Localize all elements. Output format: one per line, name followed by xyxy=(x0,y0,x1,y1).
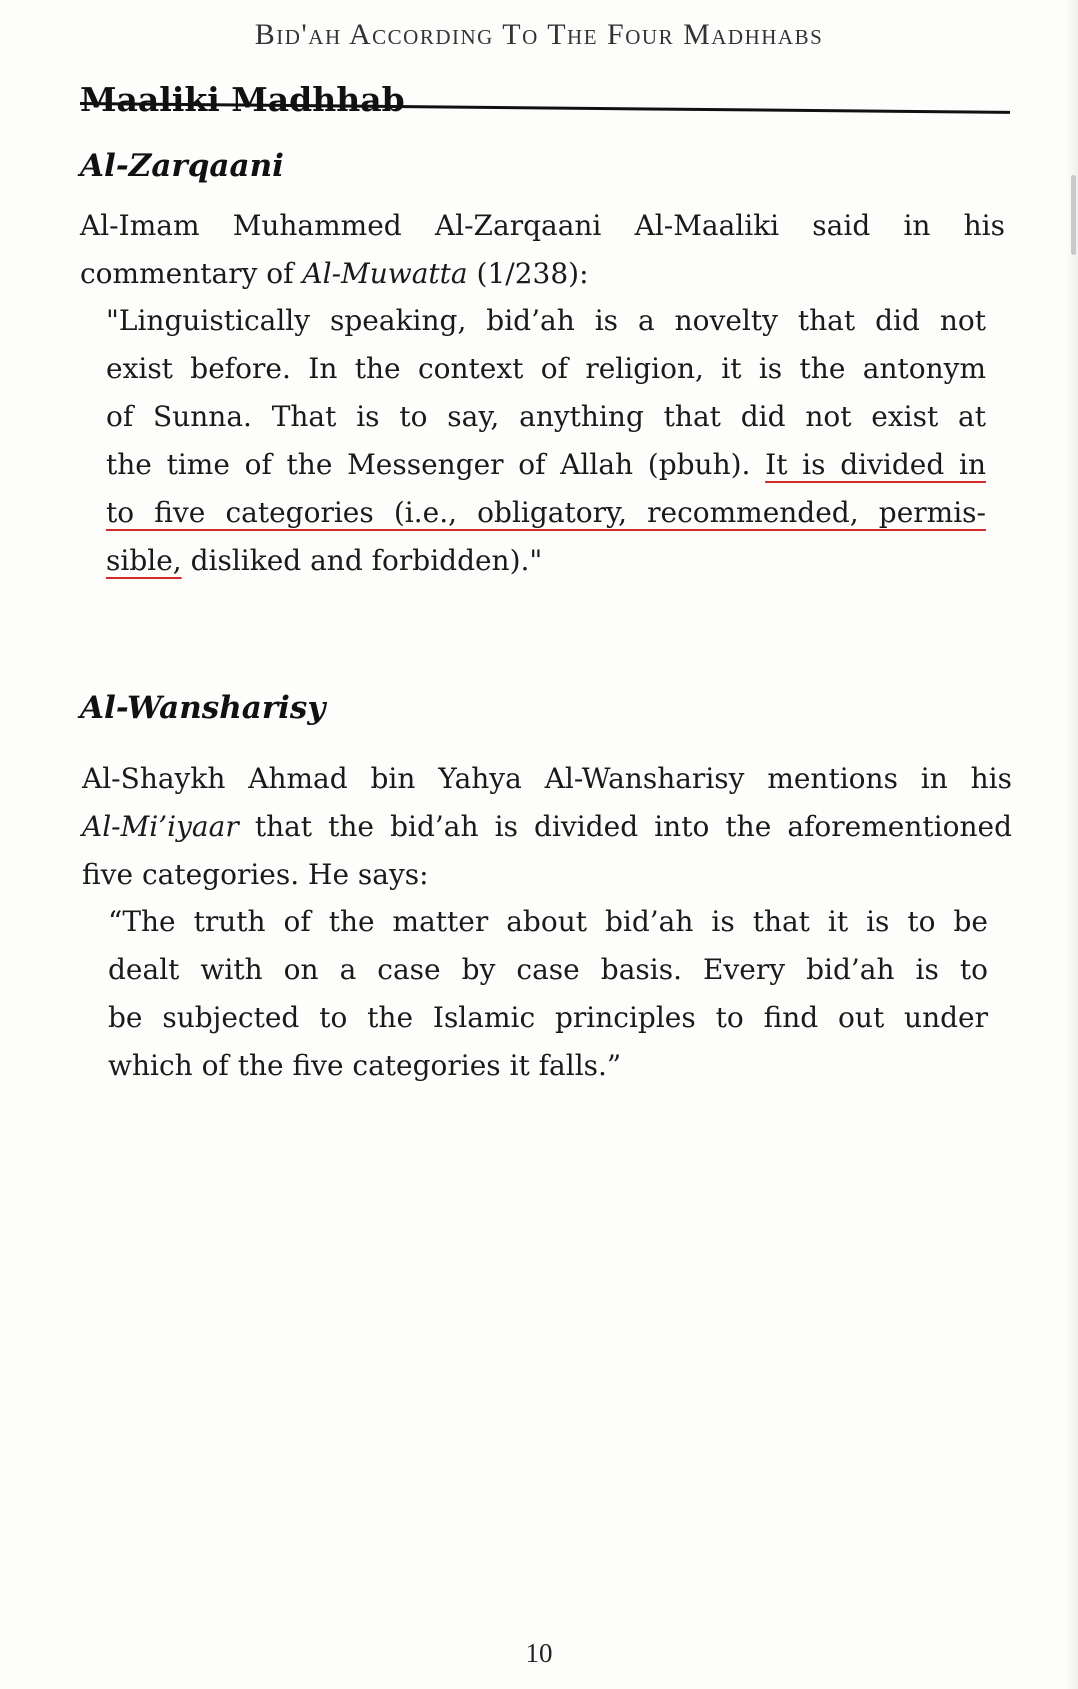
wansharisy-intro-line-1: Al-Shaykh Ahmad bin Yahya Al-Wansharisy mentions in his xyxy=(82,762,1012,795)
zarqaani-quote-line-6 xyxy=(106,537,986,585)
wansharisy-intro-line-2 xyxy=(82,803,1012,851)
zarqaani-intro-line-2-post: (1/238): xyxy=(467,257,589,290)
zarqaani-quote xyxy=(106,297,986,585)
red-underline-highlight: sible, xyxy=(106,544,182,577)
wansharisy-heading: Al-Wansharisy xyxy=(80,690,326,726)
zarqaani-heading: Al-Zarqaani xyxy=(80,148,284,184)
zarqaani-intro-line-1: Al-Imam Muhammed Al-Zarqaani Al-Maaliki said in his xyxy=(80,209,1005,242)
running-header: Bid'ah According To The Four Madhhabs xyxy=(254,18,824,51)
book-title-al-miiyaar: Al-Mi’iyaar xyxy=(82,810,239,843)
wansharisy-quote-line-2: dealt with on a case by case basis. Every bid’ah is to xyxy=(108,953,988,986)
wansharisy-intro xyxy=(82,755,1012,899)
red-underline-highlight: It is divided in xyxy=(765,448,986,481)
zarqaani-quote-line-3: of Sunna. That is to say, anything that did not exist at xyxy=(106,400,986,433)
zarqaani-intro-line-2 xyxy=(80,250,1005,298)
wansharisy-quote-line-4: which of the five categories it falls.” xyxy=(108,1049,622,1082)
wansharisy-intro-line-3: five categories. He says: xyxy=(82,858,429,891)
wansharisy-quote xyxy=(108,898,988,1090)
red-underline-highlight: to five categories (i.e., obligatory, recommended, permis- xyxy=(106,496,986,529)
zarqaani-quote-line-2: exist before. In the context of religion, it is the antonym xyxy=(106,352,986,385)
zarqaani-intro-line-2-pre: commentary of xyxy=(80,257,303,290)
zarqaani-quote-line-1: "Linguistically speaking, bid’ah is a novelty that did not xyxy=(106,304,986,337)
page-number: 10 xyxy=(525,1638,553,1668)
book-title-al-muwatta: Al-Muwatta xyxy=(302,257,468,290)
scrollbar-thumb[interactable] xyxy=(1071,175,1076,255)
section-title: Maaliki Madhhab xyxy=(80,80,405,119)
zarqaani-quote-line-4-pre: the time of the Messenger of Allah (pbuh). xyxy=(106,448,766,481)
wansharisy-intro-line-2-post: that the bid’ah is divided into the aforementioned xyxy=(238,810,1012,843)
zarqaani-quote-line-5 xyxy=(106,489,986,537)
wansharisy-quote-line-3: be subjected to the Islamic principles to find out under xyxy=(108,1001,988,1034)
zarqaani-quote-line-6-post: disliked and forbidden)." xyxy=(181,544,543,577)
zarqaani-intro xyxy=(80,202,1005,298)
wansharisy-quote-line-1: “The truth of the matter about bid’ah is that it is to be xyxy=(108,905,988,938)
zarqaani-quote-line-4 xyxy=(106,441,986,489)
